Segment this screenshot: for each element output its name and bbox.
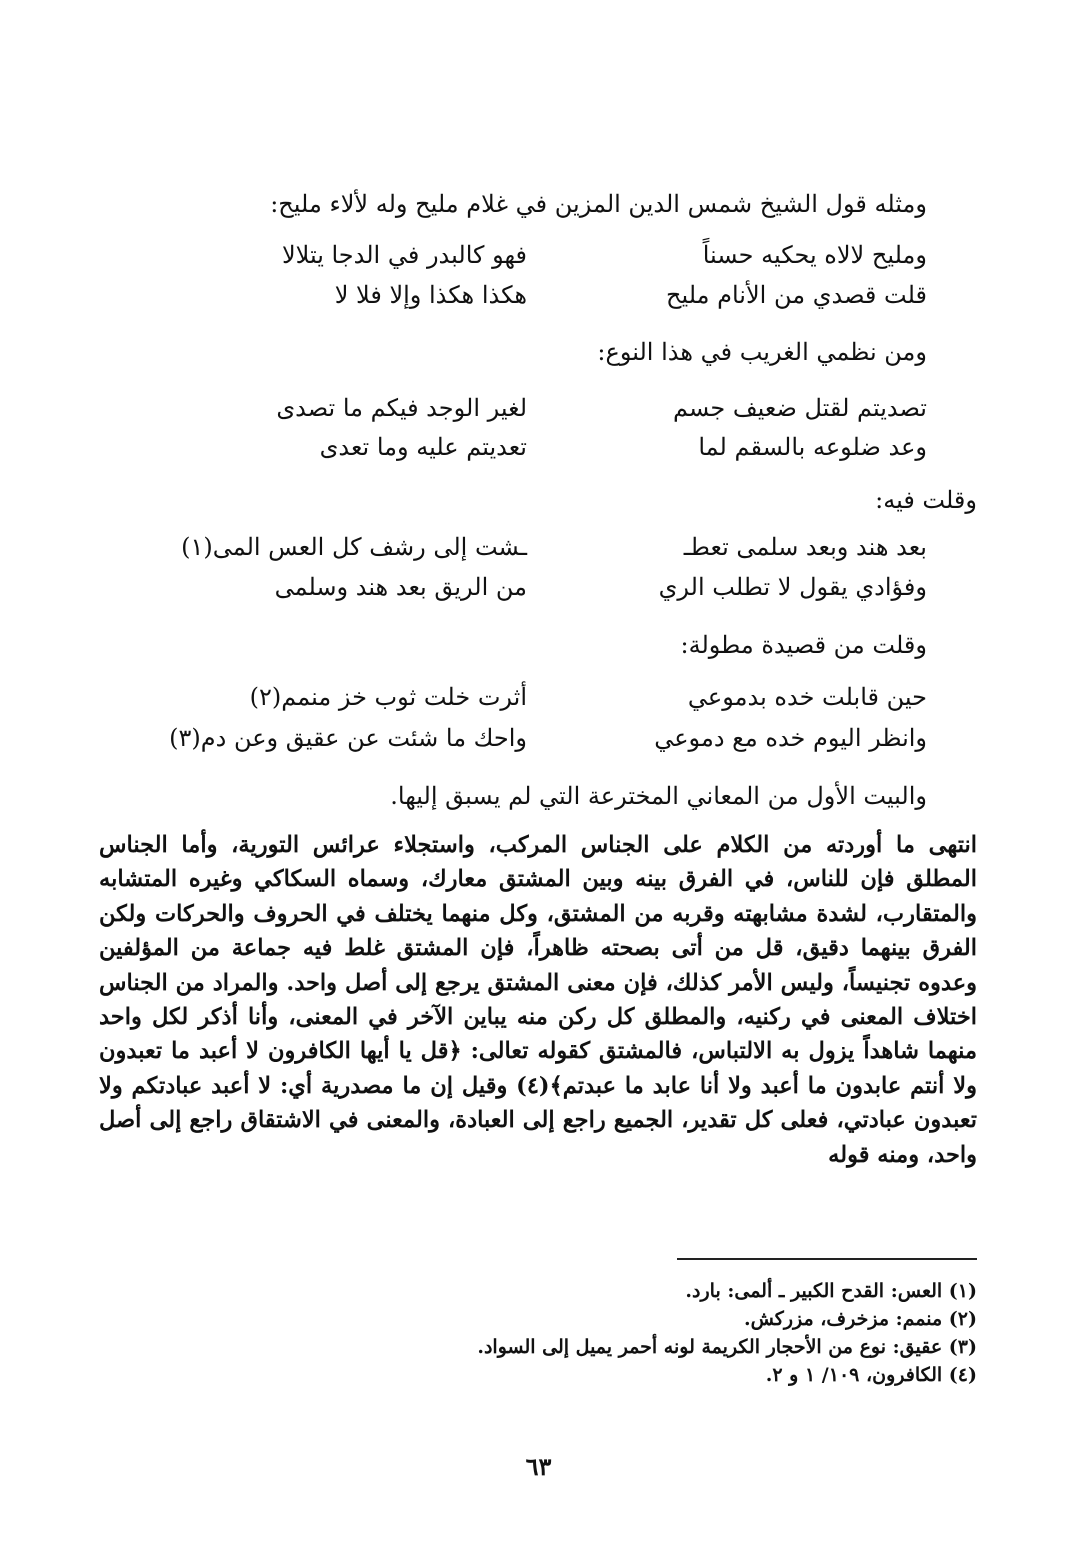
verse-line (167, 533, 927, 567)
verse-first-hemistich: تصديتم لقتل ضعيف جسم (672, 394, 927, 422)
page-number: ٦٣ (525, 1452, 552, 1481)
intro-line-3: وقلت فيه: (875, 486, 977, 514)
verse-second-hemistich: من الريق بعد هند وسلمى (274, 573, 527, 601)
verse-second-hemistich: تعديتم عليه وما تعدى (319, 433, 527, 461)
verse-second-hemistich: لغير الوجد فيكم ما تصدى (276, 394, 527, 422)
verse-line (167, 433, 927, 467)
verse-line (167, 683, 927, 717)
verse-first-hemistich: وعد ضلوعه بالسقم لما (698, 433, 927, 461)
paragraph-text: انتهى ما أوردته من الكلام على الجناس المركب، واستجلاء عرائس التورية، وأما الجناس المطلق فإن للناس، في الفرق بينه وبين المشتق معارك، وسماه السكاكي وغيره المتشابه والمتقارب، لشدة مشابهته وقربه من المشتق، وكل منهما يختلف في الحروف والحركات ولكن الفرق بينهما دقيق، قل من أتى بصحته ظاهراً، فإن المشتق غلط فيه جماعة من المؤلفين وعدوه تجنيساً، وليس الأمر كذلك، فإن معنى المشتق يرجع إلى أصل واحد. والمراد من الجناس اختلاف المعنى في ركنيه، والمطلق كل ركن منه يباين الآخر في المعنى، وأنا أذكر لكل واحد منهما شاهداً يزول به الالتباس، فالمشتق كقوله تعالى: ﴿قل يا أيها الكافرون لا أعبد ما تعبدون ولا أنتم عابدون ما أعبد ولا أنا عابد ما عبدتم﴾(٤) وقيل إن ما مصدرية أي: لا أعبد عبادتكم ولا تعبدون عبادتي، فعلى كل تقدير، الجميع راجع إلى العبادة، والمعنى في الاشتقاق راجع إلى أصل واحد، ومنه قوله (99, 832, 977, 1168)
verse-line (167, 281, 927, 315)
footnote-1: (١) العس: القدح الكبير ـ ألمى: بارد. (685, 1280, 977, 1302)
footnote-2: (٢) منمم: مزخرف، مزركش. (743, 1308, 977, 1330)
verse-line (167, 573, 927, 607)
verse-first-hemistich: قلت قصدي من الأنام مليح (665, 281, 927, 309)
verse-first-hemistich: وفؤادي يقول لا تطلب الري (658, 573, 927, 601)
verse-line (167, 394, 927, 428)
body-paragraph (99, 828, 977, 1172)
verse-second-hemistich: هكذا هكذا وإلا فلا لا (334, 281, 527, 309)
verse-first-hemistich: بعد هند وبعد سلمى تعطـ (683, 533, 927, 561)
verse-first-hemistich: وانظر اليوم خده مع دموعي (654, 724, 927, 752)
verse-second-hemistich: واحك ما شئت عن عقيق وعن دم(٣) (169, 724, 527, 752)
after-poem-line: والبيت الأول من المعاني المخترعة التي لم يسبق إليها. (390, 782, 927, 810)
verse-line (167, 724, 927, 758)
verse-line (167, 241, 927, 275)
footnote-3: (٣) عقيق: نوع من الأحجار الكريمة لونه أحمر يميل إلى السواد. (477, 1336, 977, 1358)
intro-line-2: ومن نظمي الغريب في هذا النوع: (597, 338, 927, 366)
verse-first-hemistich: ومليح لالاه يحكيه حسناً (702, 241, 927, 269)
intro-line-4: وقلت من قصيدة مطولة: (680, 631, 927, 659)
intro-line-1: ومثله قول الشيخ شمس الدين المزين في غلام مليح وله لألاء مليح: (270, 190, 927, 218)
verse-first-hemistich: حين قابلت خده بدموعي (687, 683, 927, 711)
verse-second-hemistich: ـشت إلى رشف كل العس المى(١) (181, 533, 527, 561)
footnote-4: (٤) الكافرون، ١٠٩/ ١ و ٢. (765, 1364, 977, 1386)
footnotes (477, 1277, 977, 1389)
footnote-divider (677, 1258, 977, 1260)
verse-second-hemistich: فهو كالبدر في الدجا يتلالا (281, 241, 527, 269)
verse-second-hemistich: أثرت خلت ثوب خز منمم(٢) (249, 683, 527, 711)
